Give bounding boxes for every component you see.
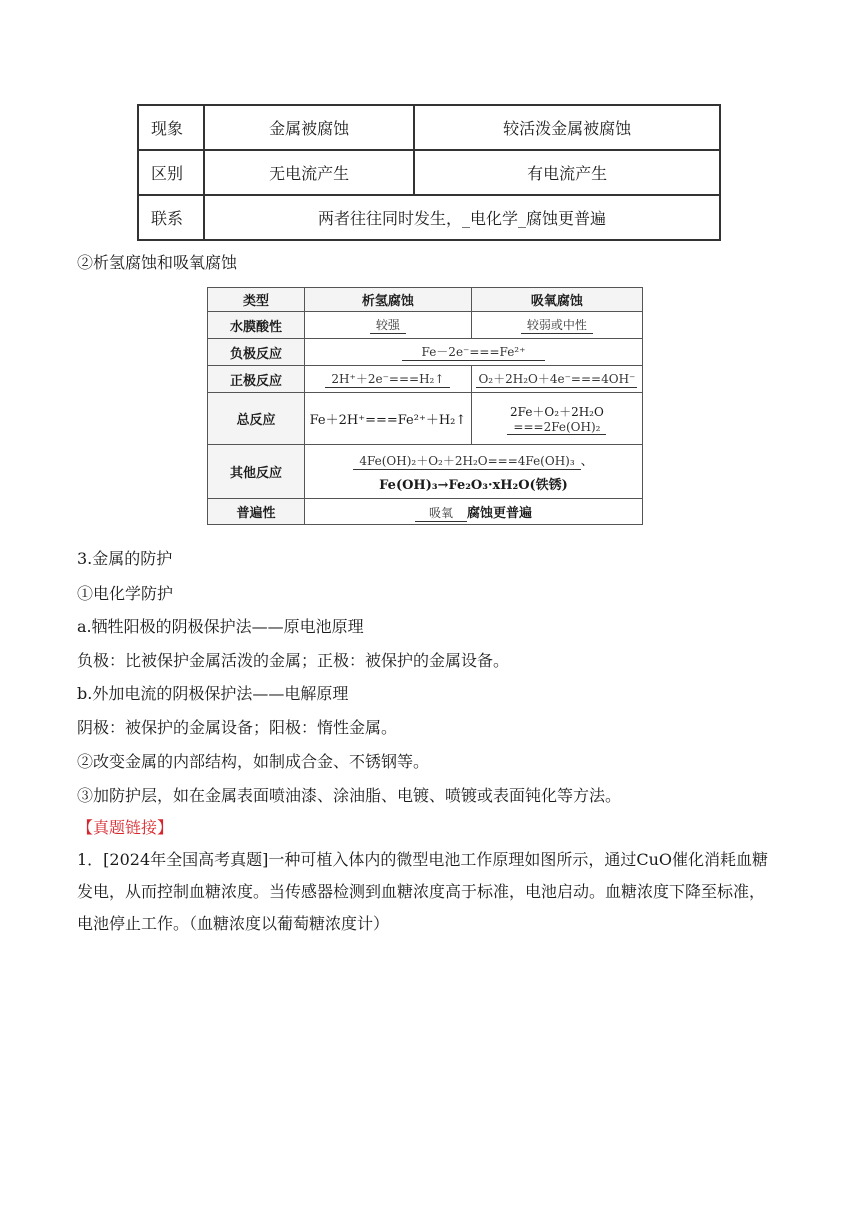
equation-line	[309, 450, 638, 470]
table-cell	[305, 366, 472, 393]
table-cell	[305, 499, 643, 525]
table-row	[138, 105, 720, 150]
text-line: ③加防护层，如在金属表面喷油漆、涂油脂、电镀、喷镀或表面钝化等方法。	[77, 786, 622, 805]
cell-text: 腐蚀更普遍	[467, 505, 533, 521]
subheading: ①电化学防护	[77, 584, 174, 603]
fill-blank: O₂＋2H₂O＋4e⁻===4OH⁻	[478, 372, 636, 386]
table-cell: 较活泼金属被腐蚀	[414, 105, 720, 150]
text-line: b.外加电流的阴极保护法——电解原理	[77, 684, 349, 703]
text-line: 阴极：被保护的金属设备；阳极：惰性金属。	[77, 718, 398, 737]
table-cell: 金属被腐蚀	[204, 105, 414, 150]
equation-line: Fe(OH)₃→Fe₂O₃·xH₂O(铁锈)	[379, 478, 568, 493]
row-head: 区别	[138, 150, 204, 195]
table-row	[138, 150, 720, 195]
table-cell	[471, 312, 642, 339]
header-cell: 类型	[208, 288, 305, 312]
table-cell	[305, 445, 643, 499]
equation-line: 2Fe＋O₂＋2H₂O	[510, 404, 604, 419]
fill-blank: 较弱或中性	[521, 316, 593, 334]
table-row	[208, 393, 643, 445]
header-cell: 析氢腐蚀	[305, 288, 472, 312]
table-cell: 无电流产生	[204, 150, 414, 195]
row-head: 现象	[138, 105, 204, 150]
subheading: ②析氢腐蚀和吸氧腐蚀	[77, 253, 238, 272]
section-title: 【真题链接】	[77, 818, 174, 837]
fill-blank: 吸氧	[415, 504, 467, 522]
table-row	[138, 195, 720, 240]
table-cell	[305, 312, 472, 339]
row-label: 负极反应	[208, 339, 305, 366]
table-row	[208, 366, 643, 393]
fill-blank: 4Fe(OH)₂＋O₂＋2H₂O===4Fe(OH)₃	[353, 452, 580, 470]
table-row	[208, 445, 643, 499]
table-header-row	[208, 288, 643, 312]
table-cell: 有电流产生	[414, 150, 720, 195]
fill-blank: 较强	[370, 316, 406, 334]
table-cell	[305, 339, 643, 366]
row-label: 其他反应	[208, 445, 305, 499]
table-row	[208, 339, 643, 366]
row-label: 正极反应	[208, 366, 305, 393]
table-cell	[471, 366, 642, 393]
row-head: 联系	[138, 195, 204, 240]
question-text: 1．[2024年全国高考真题]一种可植入体内的微型电池工作原理如图所示，通过CuO催化消耗血糖发电，从而控制血糖浓度。当传感器检测到血糖浓度高于标准，电池启动。血糖浓度下降至标准，电池停止工作。（血糖浓度以葡萄糖浓度计）	[77, 850, 769, 933]
table-cell: 两者往往同时发生，_电化学_腐蚀更普遍	[204, 195, 720, 240]
row-label: 水膜酸性	[208, 312, 305, 339]
text-line: ②改变金属的内部结构，如制成合金、不锈钢等。	[77, 752, 430, 771]
row-label: 普遍性	[208, 499, 305, 525]
corrosion-comparison-table	[137, 104, 721, 241]
hydrogen-oxygen-corrosion-table	[207, 287, 643, 525]
separator: 、	[580, 454, 594, 469]
table-cell	[471, 393, 642, 445]
section-heading: 3.金属的防护	[77, 549, 173, 568]
text-line: a.牺牲阳极的阴极保护法——原电池原理	[77, 617, 364, 636]
table-cell: Fe＋2H⁺===Fe²⁺＋H₂↑	[305, 393, 472, 445]
fill-blank: ===2Fe(OH)₂	[507, 420, 606, 435]
fill-blank: Fe－2e⁻===Fe²⁺	[402, 343, 546, 361]
fill-blank: 2H⁺＋2e⁻===H₂↑	[325, 370, 450, 388]
row-label: 总反应	[208, 393, 305, 445]
text-line: 负极：比被保护金属活泼的金属；正极：被保护的金属设备。	[77, 651, 510, 670]
table-row	[208, 499, 643, 525]
table-row	[208, 312, 643, 339]
header-cell: 吸氧腐蚀	[471, 288, 642, 312]
